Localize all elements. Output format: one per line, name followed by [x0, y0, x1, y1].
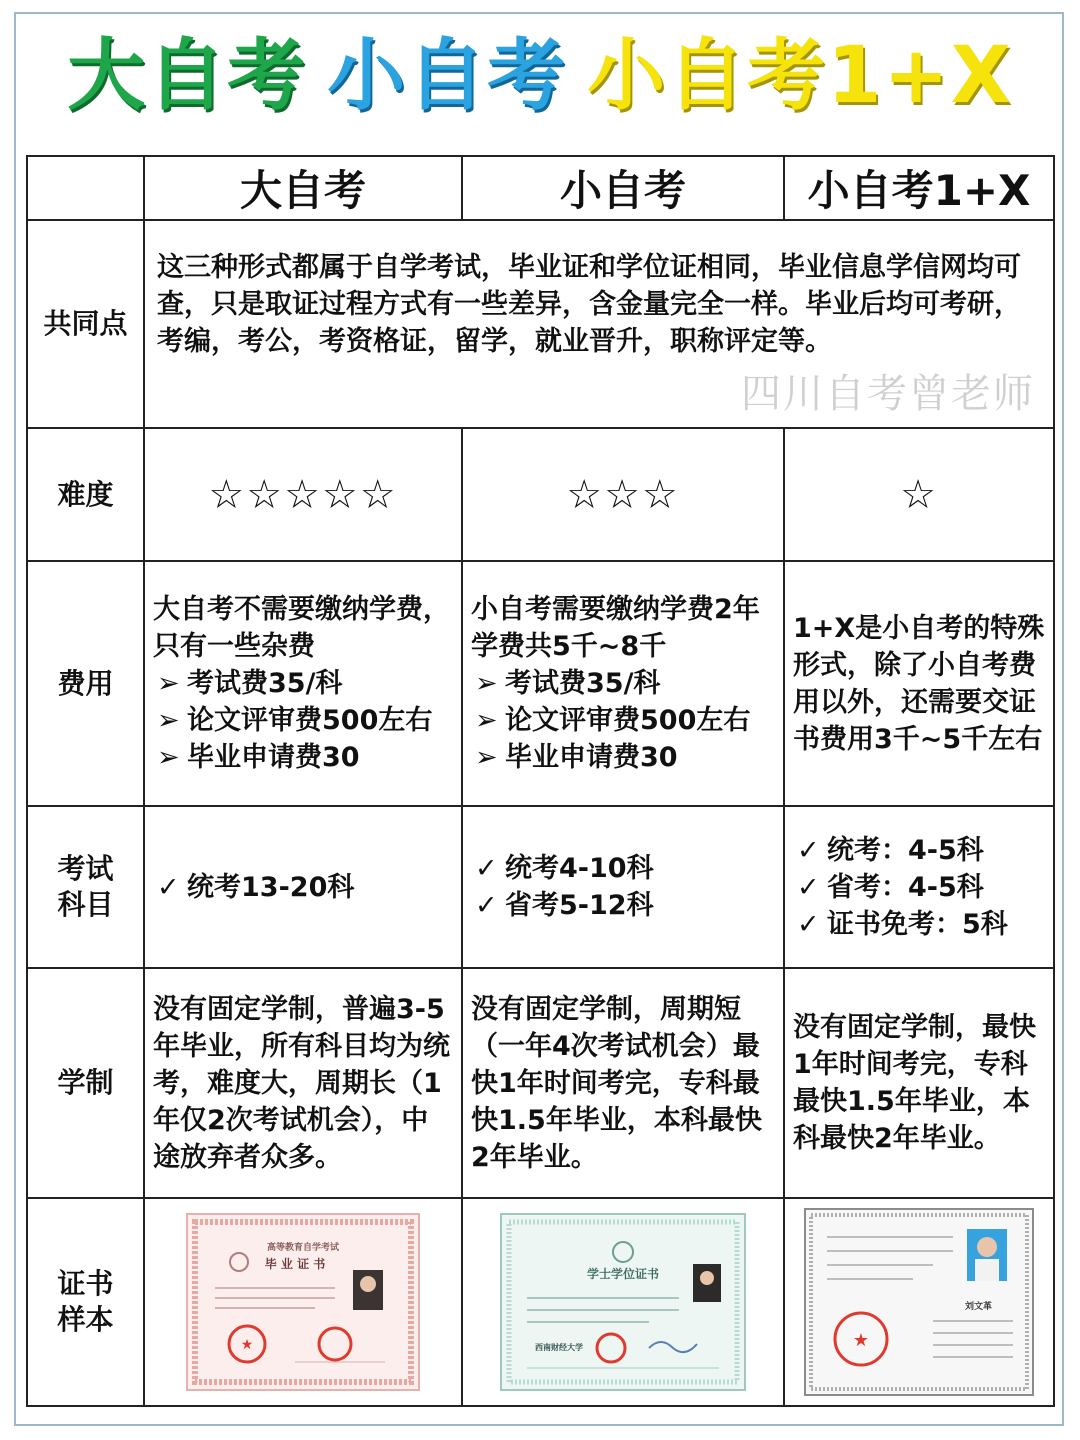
- row-label-system: 学制: [27, 968, 144, 1198]
- cert1-title: 毕 业 证 书: [264, 1257, 326, 1271]
- arrow-icon: ➢: [475, 705, 498, 736]
- page-title: [0, 26, 1080, 126]
- certificate-cell-3: [784, 1198, 1054, 1406]
- list-item: ✓ 统考13-20科: [153, 869, 453, 906]
- check-icon: ✓: [157, 871, 180, 903]
- header-col-1: 大自考: [144, 156, 462, 220]
- row-label-subjects-line-2: 科目: [57, 888, 114, 921]
- list-item: ✓ 省考：4-5科: [793, 869, 1045, 906]
- difficulty-stars-3: ☆: [784, 428, 1054, 561]
- common-text-cell: [144, 220, 1054, 428]
- difficulty-row: [27, 428, 1054, 561]
- fees-cell-1: [144, 561, 462, 806]
- check-icon: ✓: [475, 890, 498, 921]
- header-row: [27, 156, 1054, 220]
- difficulty-stars-2: ☆☆☆: [462, 428, 784, 561]
- fees-intro-2: 小自考需要缴纳学费2年学费共5千~8千: [471, 594, 760, 662]
- comparison-table: [26, 155, 1055, 1407]
- list-item: ✓ 统考4-10科: [471, 850, 775, 887]
- header-col-3: 小自考1+X: [784, 156, 1054, 220]
- title-part-1: 大自考: [67, 31, 308, 121]
- fees-intro-1: 大自考不需要缴纳学费，只有一些杂费: [153, 594, 450, 662]
- row-label-subjects-line-1: 考试: [57, 852, 114, 885]
- cert2-title: 学士学位证书: [586, 1267, 660, 1281]
- system-cell-1: 没有固定学制，普遍3-5年毕业，所有科目均为统考，难度大，周期长（1年仅2次考试机会），中途放弃者众多。: [144, 968, 462, 1198]
- fees-row: [27, 561, 1054, 806]
- row-label-certificates-line-2: 样本: [57, 1303, 114, 1336]
- header-col-2: 小自考: [462, 156, 784, 220]
- row-label-fees: 费用: [27, 561, 144, 806]
- check-icon: ✓: [475, 853, 498, 884]
- subjects-cell-3: [784, 806, 1054, 968]
- row-label-difficulty: 难度: [27, 428, 144, 561]
- certificate-cell-1: [144, 1198, 462, 1406]
- fees-list-1: [153, 665, 453, 776]
- certificate-sample-graduation: [185, 1212, 421, 1392]
- list-item: ➢ 毕业申请费30: [471, 739, 775, 776]
- certificates-row: [27, 1198, 1054, 1406]
- subjects-list-2: [471, 850, 775, 924]
- cert1-heading: 高等教育自学考试: [266, 1243, 340, 1253]
- arrow-icon: ➢: [157, 742, 180, 773]
- watermark: 四川自考曾老师: [741, 371, 1035, 417]
- list-item: ➢ 论文评审费500左右: [153, 702, 453, 739]
- arrow-icon: ➢: [157, 705, 180, 736]
- cert2-school: 西南财经大学: [535, 1343, 583, 1352]
- row-label-common: 共同点: [27, 220, 144, 428]
- list-item: ➢ 毕业申请费30: [153, 739, 453, 776]
- certificate-cell-2: [462, 1198, 784, 1406]
- system-row: [27, 968, 1054, 1198]
- arrow-icon: ➢: [475, 668, 498, 699]
- certificate-sample-degree: [499, 1212, 747, 1392]
- title-part-2: 小自考: [327, 31, 568, 121]
- subjects-cell-2: [462, 806, 784, 968]
- subjects-list-3: [793, 832, 1045, 943]
- check-icon: ✓: [797, 834, 820, 866]
- list-item: ➢ 考试费35/科: [471, 665, 775, 702]
- list-item: ➢ 论文评审费500左右: [471, 702, 775, 739]
- fees-list-2: [471, 665, 775, 776]
- header-corner-cell: [27, 156, 144, 220]
- arrow-icon: ➢: [157, 668, 180, 699]
- svg-text:★: ★: [852, 1330, 870, 1351]
- svg-text:★: ★: [240, 1337, 254, 1353]
- common-text: 这三种形式都属于自学考试，毕业证和学位证相同，毕业信息学信网均可查，只是取证过程方式有一些差异，含金量完全一样。毕业后均可考研，考编，考公，考资格证，留学，就业晋升，职称评定等。: [157, 251, 1021, 357]
- cert3-name: 刘文革: [965, 1302, 993, 1312]
- title-part-3: 小自考1+X: [587, 31, 1013, 121]
- system-cell-2: 没有固定学制，周期短（一年4次考试机会）最快1年时间考完，专科最快1.5年毕业，本科最快2年毕业。: [462, 968, 784, 1198]
- subjects-cell-1: [144, 806, 462, 968]
- list-item: ✓ 省考5-12科: [471, 887, 775, 924]
- certificate-sample-skill: [803, 1207, 1035, 1397]
- list-item: ✓ 统考：4-5科: [793, 832, 1045, 869]
- fees-cell-3: 1+X是小自考的特殊形式，除了小自考费用以外，还需要交证书费用3千~5千左右: [784, 561, 1054, 806]
- difficulty-stars-1: ☆☆☆☆☆: [144, 428, 462, 561]
- subjects-list-1: [153, 869, 453, 906]
- check-icon: ✓: [797, 871, 820, 903]
- common-row: [27, 220, 1054, 428]
- row-label-certificates: [27, 1198, 144, 1406]
- subjects-row: [27, 806, 1054, 968]
- list-item: ➢ 考试费35/科: [153, 665, 453, 702]
- list-item: ✓ 证书免考：5科: [793, 906, 1045, 943]
- row-label-subjects: [27, 806, 144, 968]
- arrow-icon: ➢: [475, 742, 498, 773]
- system-cell-3: 没有固定学制，最快1年时间考完，专科最快1.5年毕业，本科最快2年毕业。: [784, 968, 1054, 1198]
- row-label-certificates-line-1: 证书: [57, 1267, 114, 1300]
- fees-cell-2: [462, 561, 784, 806]
- check-icon: ✓: [797, 908, 820, 940]
